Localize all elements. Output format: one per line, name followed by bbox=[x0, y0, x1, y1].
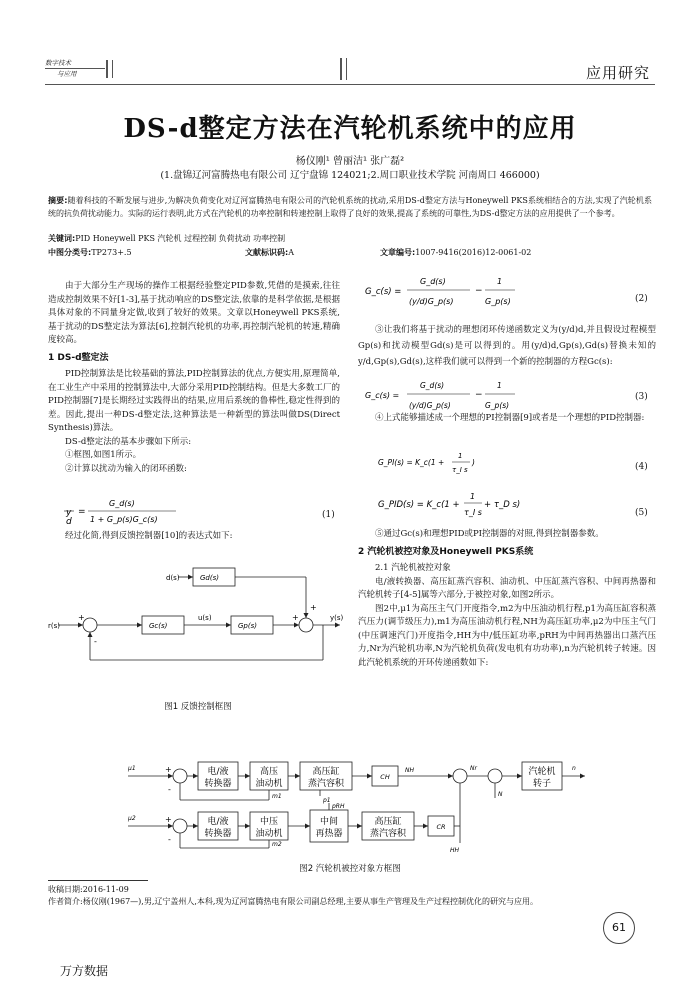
journal-mark-line2: 与应用 bbox=[57, 70, 77, 78]
fig2-block-cr: CR bbox=[436, 823, 446, 831]
svg-text:τ_I s: τ_I s bbox=[452, 466, 468, 474]
journal-mark-line1: 数字技术 bbox=[45, 59, 71, 67]
fig2-label-mu2: μ2 bbox=[128, 815, 136, 822]
equation-3-number: (3) bbox=[635, 392, 648, 402]
fig2-label-p1: p1 bbox=[323, 797, 331, 804]
doc-code bbox=[245, 247, 294, 258]
equation-4 bbox=[378, 448, 528, 481]
journal-mark bbox=[45, 58, 77, 80]
fig2-block-rotor-l2: 转子 bbox=[532, 779, 552, 789]
figure-2-caption: 图2 汽轮机被控对象方框图 bbox=[299, 864, 401, 874]
authors: 杨仪刚¹ 曾丽洁¹ 张广磊² bbox=[295, 156, 405, 167]
equation-1 bbox=[64, 496, 224, 529]
left-column bbox=[48, 280, 340, 476]
fig2-block-ehc-top-l1: 电/液 bbox=[207, 767, 229, 777]
equation-3-graphic bbox=[365, 376, 565, 416]
clc-label: 中图分类号: bbox=[48, 248, 92, 257]
header-rule-a bbox=[45, 68, 105, 69]
intro-paragraph: 由于大部分生产现场的操作工根据经验整定PID参数,凭借的是摸索,往往造成控制效果不好[1-3],基于扰动响应的DS整定法,依靠的是科学依据,是根据具体对象的不同量身定做,收到了较好的效果。文章以Honeywell PKS系统,基于扰动的DS整定法为算法[6],控制汽轮机的功率,再控制汽轮机的转速,精确度较高。 bbox=[48, 281, 340, 345]
footnote-rule bbox=[48, 880, 148, 881]
subsection21-paragraph-b: 图2中,μ1为高压主气门开度指令,m2为中压油动机行程,p1为高压缸容积蒸汽压力(调节级压力),m1为高压油动机行程,NH为高压缸功率,μ2为中压主气门(中压调速汽门)开度指令,HH为中/低压缸功率,pRH为中间再热器出口蒸汽压力,Nr为汽轮机功率,N为汽轮机负荷(发电机有功功率),n为汽轮机转子转速。因此汽轮机系统的开环传递函数如下: bbox=[358, 603, 656, 668]
header-bar-c bbox=[340, 58, 342, 80]
svg-text:y: y bbox=[66, 508, 72, 518]
affiliation: (1.盘锦辽河富腾热电有限公司 辽宁盘锦 124021;2.周口职业技术学院 河南周口 466000) bbox=[160, 170, 540, 181]
figure-1 bbox=[48, 560, 348, 690]
clc-value: TP273+.5 bbox=[91, 248, 132, 257]
step5-text: ⑤通过Gc(s)和理想PID或PI控制器的对照,得到控制器参数。 bbox=[375, 529, 604, 539]
fig2-label-hh: HH bbox=[450, 847, 460, 854]
fig2-block-hp-volume-l1: 高压缸 bbox=[312, 767, 340, 777]
section1-heading: 1 DS-d整定法 bbox=[48, 352, 109, 363]
figure-2 bbox=[110, 748, 590, 858]
fig1-sign-plus-3: + bbox=[310, 603, 317, 612]
equation-5-graphic bbox=[378, 488, 578, 522]
svg-text:−: − bbox=[475, 286, 483, 296]
fig2-sign-minus-bottom: - bbox=[168, 835, 171, 844]
svg-text:G_p(s): G_p(s) bbox=[485, 401, 510, 410]
step3-text: ③让我们将基于扰动的理想闭环传递函数定义为(y/d)d,并且假设过程模型Gp(s)和扰动模型Gd(s)是可以得到的。用(y/d)d,Gp(s),Gd(s)替换未知的y/d,Gp(s),Gd(s),这样我们就可以得到一个新的控制器的方程Gc(s): bbox=[358, 325, 656, 367]
svg-text:G_d(s): G_d(s) bbox=[420, 277, 446, 286]
equation-2-graphic bbox=[365, 272, 565, 312]
page-number: 61 bbox=[603, 912, 635, 944]
doc-value: A bbox=[288, 248, 294, 257]
equation-4-graphic bbox=[378, 448, 528, 478]
art-label: 文章编号: bbox=[380, 248, 416, 257]
equation-2-number: (2) bbox=[635, 294, 648, 304]
svg-text:): ) bbox=[472, 458, 475, 467]
fig2-block-ch: CH bbox=[380, 773, 390, 781]
fig1-sign-minus-1: - bbox=[94, 637, 97, 646]
fig2-label-prh: pRH bbox=[332, 803, 345, 810]
fig1-label-r: r(s) bbox=[48, 622, 60, 630]
svg-text:(y/d)G_p(s): (y/d)G_p(s) bbox=[409, 401, 451, 410]
section-label: 应用研究 bbox=[585, 64, 650, 82]
subsection21-heading: 2.1 汽轮机被控对象 bbox=[375, 563, 451, 573]
section2-heading: 2 汽轮机被控对象及Honeywell PKS系统 bbox=[358, 546, 534, 557]
svg-text:d: d bbox=[66, 517, 72, 526]
step2: ②计算以扰动为输入的闭环函数: bbox=[65, 463, 187, 474]
svg-text:G_PI(s) = K_c(1 +: G_PI(s) = K_c(1 + bbox=[378, 458, 445, 467]
fig2-block-hp-volume-l2: 蒸汽容积 bbox=[307, 779, 345, 789]
keywords-text: PID Honeywell PKS 汽轮机 过程控制 负荷扰动 功率控制 bbox=[75, 234, 286, 243]
keywords bbox=[48, 233, 652, 244]
fig2-sign-minus-top: - bbox=[168, 785, 171, 794]
fig2-label-mu1: μ1 bbox=[128, 765, 136, 772]
fig2-block-ehc-bottom-l2: 转换器 bbox=[204, 829, 232, 839]
svg-text:G_p(s): G_p(s) bbox=[485, 297, 511, 306]
fig1-label-d: d(s) bbox=[166, 574, 180, 582]
step4-text: ④上式能够描述成一个理想的PI控制器[9]或者是一个理想的PID控制器: bbox=[375, 413, 645, 423]
fig2-label-m2: m2 bbox=[272, 841, 282, 848]
equation-1-number: (1) bbox=[322, 510, 335, 520]
after-eq1 bbox=[48, 530, 340, 544]
header-bar-d bbox=[346, 58, 347, 80]
doc-label: 文献标识码: bbox=[245, 248, 289, 257]
fig2-block-hp-actuator-l2: 油动机 bbox=[255, 779, 283, 789]
fig2-block-reheater-l2: 再热器 bbox=[315, 829, 343, 839]
header-bar-a bbox=[106, 60, 108, 78]
equation-2 bbox=[365, 272, 565, 315]
svg-text:G_c(s) =: G_c(s) = bbox=[365, 391, 400, 400]
equation-5-number: (5) bbox=[635, 508, 648, 518]
fig1-label-gp: Gp(s) bbox=[238, 622, 257, 630]
fig2-block-reheater-l1: 中间 bbox=[319, 817, 339, 827]
fig2-block-ip-actuator-l1: 中压 bbox=[259, 817, 279, 827]
fig2-block-ehc-bottom-l1: 电/液 bbox=[207, 817, 229, 827]
svg-text:1: 1 bbox=[497, 277, 503, 286]
fig1-sum-2 bbox=[299, 618, 313, 632]
fig1-label-gc: Gc(s) bbox=[149, 622, 168, 630]
figure-1-caption: 图1 反馈控制框图 bbox=[164, 702, 232, 712]
fig2-block-hp-actuator-l1: 高压 bbox=[259, 767, 279, 777]
fig2-label-nh: NH bbox=[405, 767, 414, 774]
fig2-block-ip-volume-l2: 蒸汽容积 bbox=[369, 829, 407, 839]
after-eq1-text: 经过化简,得到反馈控制器[10]的表达式如下: bbox=[65, 531, 233, 541]
fig2-sign-plus-top: + bbox=[165, 765, 172, 774]
svg-text:1: 1 bbox=[497, 381, 502, 390]
fig1-sum-1 bbox=[83, 618, 97, 632]
step3-block bbox=[358, 322, 656, 370]
received-date: 收稿日期:2016-11-09 bbox=[48, 885, 129, 894]
clc-number bbox=[48, 247, 132, 258]
fig1-sign-plus-2: + bbox=[292, 613, 299, 622]
header-bar-b bbox=[112, 60, 113, 78]
svg-text:G_c(s) =: G_c(s) = bbox=[365, 287, 402, 297]
fig1-label-u: u(s) bbox=[198, 614, 212, 622]
equation-1-graphic bbox=[64, 496, 224, 526]
steps-intro: DS-d整定法的基本步骤如下所示: bbox=[65, 436, 192, 447]
svg-text:τ_I s: τ_I s bbox=[464, 508, 482, 517]
fig2-block-ip-volume-l1: 高压缸 bbox=[374, 817, 402, 827]
svg-text:1 + G_p(s)G_c(s): 1 + G_p(s)G_c(s) bbox=[90, 515, 158, 524]
svg-text:1: 1 bbox=[470, 492, 476, 501]
right-body bbox=[358, 528, 656, 670]
paper-title: DS-d整定方法在汽轮机系统中的应用 bbox=[123, 114, 577, 144]
fig2-label-m1: m1 bbox=[272, 793, 282, 800]
fig2-sign-plus-bottom: + bbox=[165, 815, 172, 824]
svg-text:=: = bbox=[78, 507, 86, 517]
svg-text:1: 1 bbox=[458, 452, 463, 460]
svg-text:G_PID(s) = K_c(1 +: G_PID(s) = K_c(1 + bbox=[378, 500, 460, 510]
abstract-text: 随着科技的不断发展与进步,为解决负荷变化对辽河富腾热电有限公司的汽轮机系统的扰动,采用DS-d整定方法与Honeywell PKS系统相结合的方法,实现了汽轮机系统的抗负荷扰动能力。实际的运行表明,此方式在汽轮机的功率控制和转速控制上取得了良好的效果,提高了系统的可靠性,为DS-d整定方法的应用提供了一个参考。 bbox=[48, 196, 652, 218]
equation-4-number: (4) bbox=[635, 462, 648, 472]
fig2-label-nload: N bbox=[498, 791, 503, 798]
fig1-sign-plus-1: + bbox=[78, 613, 85, 622]
fig2-block-ip-actuator-l2: 油动机 bbox=[255, 829, 283, 839]
author-bio: 作者简介:杨仪刚(1967—),男,辽宁盖州人,本科,现为辽河富腾热电有限公司副总经理,主要从事生产管理及生产过程控制优化的研究与应用。 bbox=[48, 897, 539, 906]
svg-text:−: − bbox=[475, 390, 483, 400]
fig1-label-gd: Gd(s) bbox=[200, 574, 219, 582]
fig2-block-ehc-top-l2: 转换器 bbox=[204, 779, 232, 789]
abstract-label: 摘要: bbox=[48, 196, 68, 205]
subsection21-paragraph-a: 电/液转换器、高压缸蒸汽容积、油动机、中压缸蒸汽容积、中间再热器和汽轮机转子[4-5]属等六部分,于被控对象,如图2所示。 bbox=[358, 576, 656, 600]
watermark: 万方数据 bbox=[60, 964, 109, 978]
equation-5 bbox=[378, 488, 578, 525]
section1-paragraph: PID控制算法是比较基础的算法,PID控制算法的优点,方便实用,原理简单,在工业生产中采用的控制算法中,大部分采用PID控制结构。但是大多数工厂的PID控制器[7]是长期经过实践得出的结果,应用后系统的鲁棒性,稳定性得到的差。因此,提出一种DS-d整定法,这种算法是一种新型的算法叫做DS(Direct Synthesis)算法。 bbox=[48, 369, 340, 433]
svg-text:G_d(s): G_d(s) bbox=[420, 381, 445, 390]
article-number bbox=[380, 247, 531, 258]
svg-text:(y/d)G_p(s): (y/d)G_p(s) bbox=[409, 297, 454, 306]
svg-text:G_d(s): G_d(s) bbox=[109, 499, 135, 508]
abstract bbox=[48, 194, 652, 220]
fig1-label-y: y(s) bbox=[330, 614, 344, 622]
step4-block bbox=[358, 412, 656, 426]
fig2-label-nr: Nr bbox=[470, 765, 477, 772]
header-rule bbox=[45, 84, 655, 85]
fig2-block-rotor-l1: 汽轮机 bbox=[528, 767, 556, 777]
svg-text:+ τ_D s): + τ_D s) bbox=[484, 500, 521, 510]
art-value: 1007-9416(2016)12-0061-02 bbox=[415, 248, 532, 257]
step1: ①框图,如图1所示。 bbox=[65, 450, 142, 460]
keywords-label: 关键词: bbox=[48, 234, 76, 243]
fig2-label-n: n bbox=[572, 765, 576, 772]
